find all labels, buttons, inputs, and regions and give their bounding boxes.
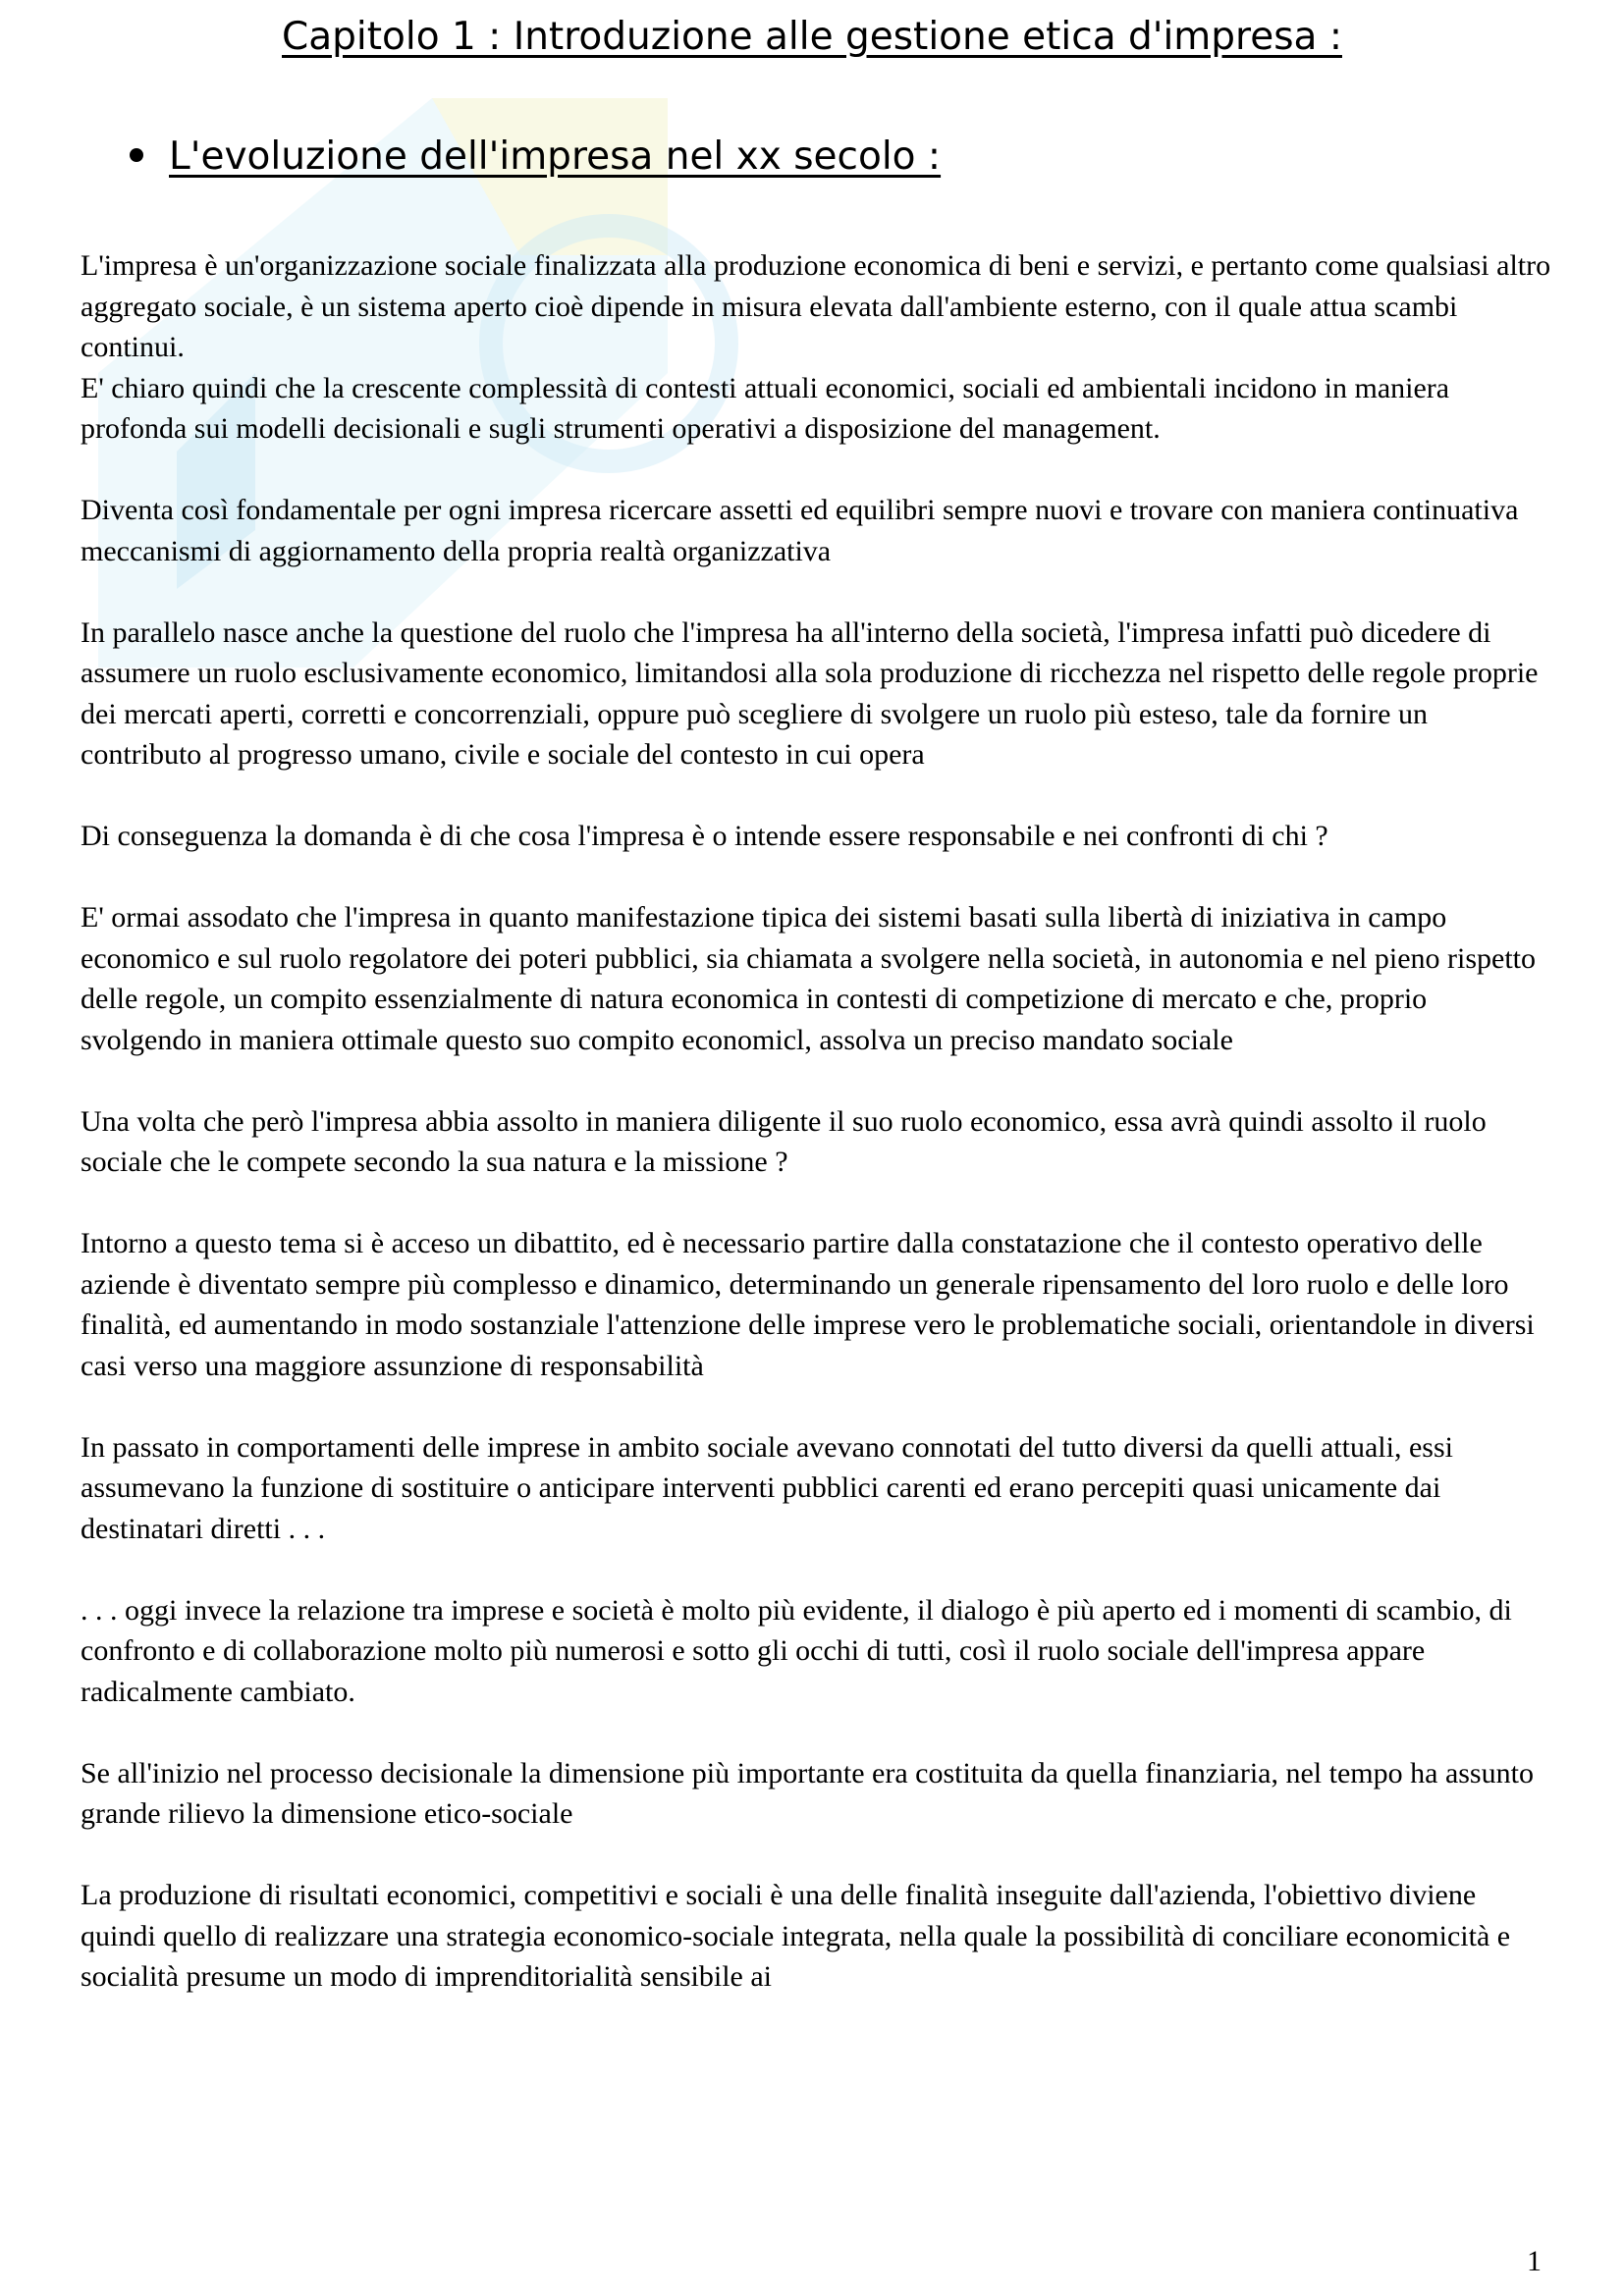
chapter-title: Capitolo 1 : Introduzione alle gestione etica d'impresa : xyxy=(282,15,1342,59)
paragraph: La produzione di risultati economici, competitivi e sociali è una delle finalità inseguite dall'azienda, l'obiettivo diviene quindi quello di realizzare una strategia economico-sociale integrata, nella quale la possibilità di conciliare economicità e socialità presume un modo di imprenditorialità sensibile ai xyxy=(81,1879,1511,1993)
paragraph: Se all'inizio nel processo decisionale la dimensione più importante era costituita da quella finanziaria, nel tempo ha assunto grande rilievo la dimensione etico-sociale xyxy=(81,1756,1534,1830)
paragraph: E' ormai assodato che l'impresa in quanto manifestazione tipica dei sistemi basati sulla libertà di iniziativa in campo economico e sul ruolo regolatore dei poteri pubblici, sia chiamata a svolgere nella società, in autonomia e nel pieno rispetto delle regole, un compito essenzialmente di natura economica in contesti di competizione di mercato e che, proprio svolgendo in maniera ottimale questo suo compito economicl, assolva un preciso mandato sociale xyxy=(81,901,1537,1056)
section-heading xyxy=(130,128,941,187)
paragraph: E' chiaro quindi che la crescente complessità di contesti attuali economici, sociali ed ambientali incidono in maniera profonda sui modelli decisionali e sugli strumenti operativi a disposizione del management. xyxy=(81,371,1450,445)
paragraph: Intorno a questo tema si è acceso un dibattito, ed è necessario partire dalla constatazione che il contesto operativo delle aziende è diventato sempre più complesso e dinamico, determinando un generale ripensamento del loro ruolo e delle loro finalità, ed aumentando in modo sostanziale l'attenzione delle imprese vero le problematiche sociali, orientandole in diversi casi verso una maggiore assunzione di responsabilità xyxy=(81,1227,1535,1382)
document-body xyxy=(81,245,1553,2038)
paragraph: Di conseguenza la domanda è di che cosa l'impresa è o intende essere responsabile e nei confronti di chi ? xyxy=(81,820,1328,852)
paragraph: L'impresa è un'organizzazione sociale finalizzata alla produzione economica di beni e servizi, e pertanto come qualsiasi altro aggregato sociale, è un sistema aperto cioè dipende in misura elevata dall'ambiente esterno, con il quale attua scambi continui. xyxy=(81,249,1551,363)
paragraph: Diventa così fondamentale per ogni impresa ricercare assetti ed equilibri sempre nuovi e trovare con maniera continuativa meccanismi di aggiornamento della propria realtà organizzativa xyxy=(81,494,1519,567)
paragraph: . . . oggi invece la relazione tra imprese e società è molto più evidente, il dialogo è più aperto ed i momenti di scambio, di confronto e di collaborazione molto più numerosi e sotto gli occhi di tutti, così il ruolo sociale dell'impresa appare radicalmente cambiato. xyxy=(81,1593,1512,1708)
bullet-icon xyxy=(130,148,143,162)
paragraph: In parallelo nasce anche la questione del ruolo che l'impresa ha all'interno della società, l'impresa infatti può dicedere di assumere un ruolo esclusivamente economico, limitandosi alla sola produzione di ricchezza nel rispetto delle regole proprie dei mercati aperti, corretti e concorrenziali, oppure può scegliere di svolgere un ruolo più esteso, tale da fornire un contributo al progresso umano, civile e sociale del contesto in cui opera xyxy=(81,615,1539,771)
page-number: 1 xyxy=(1527,2245,1542,2277)
section-heading-text: L'evoluzione dell'impresa nel xx secolo : xyxy=(169,134,942,179)
paragraph: Una volta che però l'impresa abbia assolto in maniera diligente il suo ruolo economico, essa avrà quindi assolto il ruolo sociale che le compete secondo la sua natura e la missione ? xyxy=(81,1104,1487,1178)
paragraph: In passato in comportamenti delle imprese in ambito sociale avevano connotati del tutto diversi da quelli attuali, essi assumevano la funzione di sostituire o anticipare interventi pubblici carenti ed erano percepiti quasi unicamente dai destinatari diretti . . . xyxy=(81,1430,1453,1545)
